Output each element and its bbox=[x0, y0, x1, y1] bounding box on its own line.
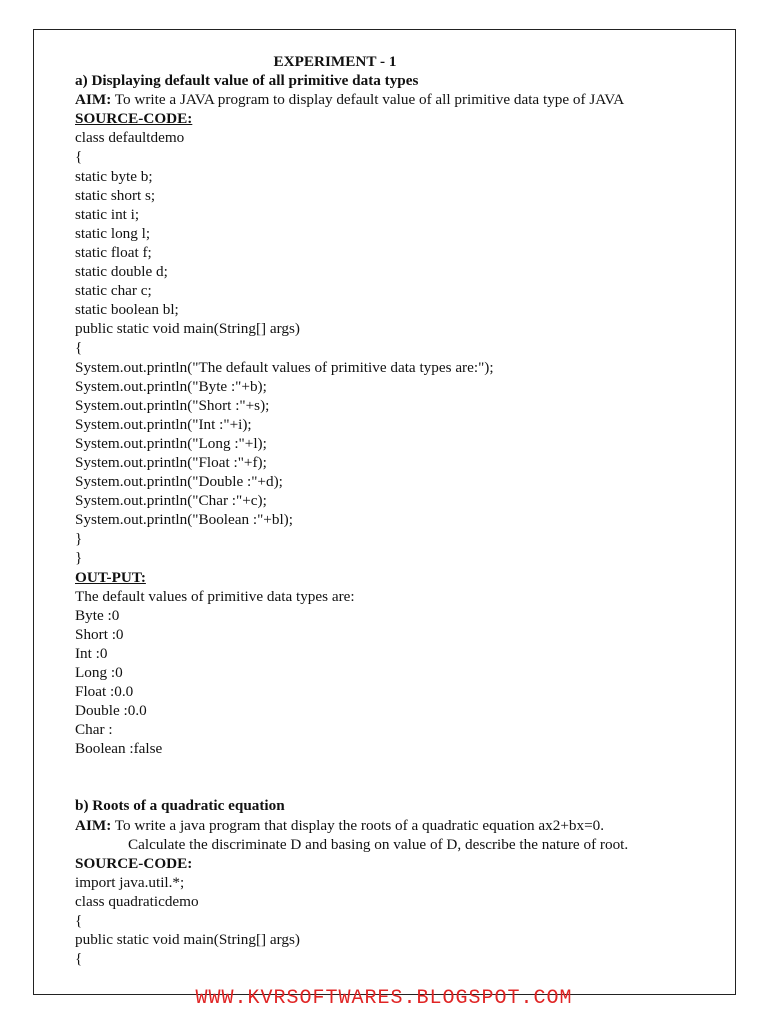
output-block bbox=[75, 587, 735, 759]
code-line: { bbox=[75, 950, 83, 968]
code-line: System.out.println("The default values of primitive data types are:"); bbox=[75, 358, 494, 376]
source-code-block bbox=[75, 128, 735, 567]
code-line: static short s; bbox=[75, 186, 156, 204]
code-line: System.out.println("Int :"+i); bbox=[75, 415, 252, 433]
part-a-aim bbox=[75, 90, 715, 109]
code-line: static float f; bbox=[75, 243, 152, 261]
code-line: System.out.println("Long :"+l); bbox=[75, 434, 267, 452]
output-line: Boolean :false bbox=[75, 740, 163, 758]
output-line: Char : bbox=[75, 721, 113, 739]
source-code-block bbox=[75, 873, 735, 968]
code-line: System.out.println("Float :"+f); bbox=[75, 453, 267, 471]
output-label: OUT-PUT: bbox=[75, 568, 146, 586]
output-line: Long :0 bbox=[75, 664, 123, 681]
code-line: static boolean bl; bbox=[75, 301, 179, 319]
output-line: The default values of primitive data types are: bbox=[75, 587, 355, 605]
code-line: } bbox=[75, 549, 83, 567]
output-line: Int :0 bbox=[75, 644, 108, 662]
footer-url[interactable]: WWW.KVRSOFTWARES.BLOGSPOT.COM bbox=[195, 987, 573, 1010]
code-line: static char c; bbox=[75, 282, 152, 300]
source-code-label: SOURCE-CODE: bbox=[75, 110, 193, 128]
code-line: System.out.println("Short :"+s); bbox=[75, 396, 270, 414]
page-title: EXPERIMENT - 1 bbox=[273, 53, 397, 70]
code-line: { bbox=[75, 339, 83, 357]
document-body bbox=[75, 52, 735, 968]
source-code-label: SOURCE-CODE: bbox=[75, 854, 193, 872]
code-line: } bbox=[75, 530, 83, 548]
code-line: { bbox=[75, 148, 83, 166]
code-line: public static void main(String[] args) bbox=[75, 320, 300, 338]
code-line: import java.util.*; bbox=[75, 873, 185, 891]
code-line: System.out.println("Byte :"+b); bbox=[75, 377, 267, 395]
code-line: static long l; bbox=[75, 224, 151, 242]
code-line: static int i; bbox=[75, 205, 140, 223]
code-line: { bbox=[75, 912, 83, 930]
output-line: Double :0.0 bbox=[75, 702, 147, 720]
part-b-heading: b) Roots of a quadratic equation bbox=[75, 797, 285, 815]
part-b-aim bbox=[75, 816, 735, 835]
aim-label: AIM: bbox=[75, 816, 112, 834]
aim-text: To write a java program that display the roots of a quadratic equation ax2+bx=0. bbox=[111, 816, 605, 834]
part-b-aim-continued: Calculate the discriminate D and basing on value of D, describe the nature of root. bbox=[128, 835, 629, 853]
code-line: class quadraticdemo bbox=[75, 892, 199, 910]
code-line: System.out.println("Char :"+c); bbox=[75, 492, 267, 510]
code-line: public static void main(String[] args) bbox=[75, 931, 300, 949]
aim-text: To write a JAVA program to display default value of all primitive data type of JAVA bbox=[111, 91, 625, 109]
code-line: class defaultdemo bbox=[75, 129, 185, 147]
code-line: System.out.println("Boolean :"+bl); bbox=[75, 511, 293, 529]
code-line: static byte b; bbox=[75, 167, 153, 185]
part-a-heading: a) Displaying default value of all primitive data types bbox=[75, 72, 419, 90]
output-line: Byte :0 bbox=[75, 606, 120, 624]
code-line: System.out.println("Double :"+d); bbox=[75, 473, 283, 491]
aim-label: AIM: bbox=[75, 91, 112, 109]
output-line: Float :0.0 bbox=[75, 683, 134, 701]
output-line: Short :0 bbox=[75, 625, 124, 643]
code-line: static double d; bbox=[75, 263, 168, 281]
